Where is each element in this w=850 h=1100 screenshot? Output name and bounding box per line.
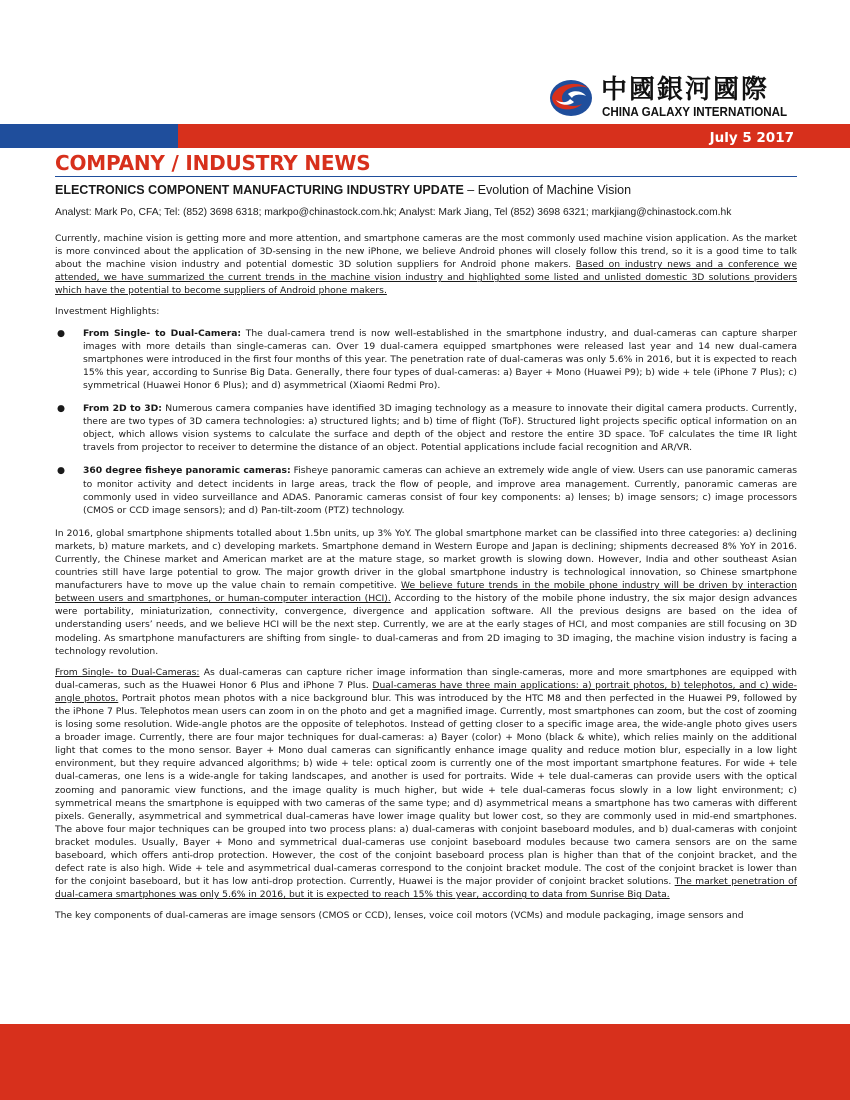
header-band-blue — [0, 124, 178, 148]
report-title — [55, 183, 797, 197]
highlights-label: Investment Highlights: — [55, 306, 160, 318]
report-title-bold: ELECTRONICS COMPONENT MANUFACTURING INDUSTRY UPDATE — [55, 183, 464, 197]
report-title-rest: – Evolution of Machine Vision — [463, 183, 632, 197]
market-underlined-text: We believe future trends in the mobile phone industry will be driven by interaction between users and smartphones, or human-computer interaction (HCI). — [55, 580, 797, 605]
list-item — [55, 402, 797, 454]
page-title: COMPANY / INDUSTRY NEWS — [55, 151, 371, 175]
intro-text: Currently, machine vision is getting more and more attention, and smartphone cameras are the most commonly used machine vision application. As the market is more convinced about the application of 3D-sensing in the new iPhone, we believe Android phones will closely follow this trend, so it is a good time to talk about the machine vision industry and potential domestic 3D solution suppliers for Android phone makers. — [55, 233, 797, 271]
report-date: July 5 2017 — [709, 130, 794, 146]
highlight-text: Numerous camera companies have identified 3D imaging technology as a measure to innovate their digital camera products. Currently, there are two types of 3D camera technologies: a) structured lights; and b) time of flight (ToF). Structured light projects specific optical information on an object, which allows vision systems to calculate the surface and depth of the object and restore the entire 3D space. ToF calculates the time IR light travels from projector to receiver to determine the distance of an object. Potential applications include facial recognition and AR/VR. — [83, 403, 797, 454]
dual-camera-text-2: Portrait photos mean photos with a nice background blur. This was introduced by the HTC M8 and then perfected in the Huawei P9, followed by the iPhone 7 Plus. Telephotos mean users can zoom in on the photo and get a magnified image. Currently, most smartphones can zoom, but the cost of zooming is losing some resolution. Wide-angle photos are the opposite of telephotos. Instead of getting closer to a specific image area, the wide-angle photo gives users a broader image. Currently, there are four major techniques for dual-cameras: a) Bayer (color) + Mono (black & white), which relies mainly on the additional light that comes to the mono sensor. Bayer + Mono dual cameras can significantly enhance image quality and reduce motion blur, especially in a low light environment, but they require advanced algorithms; b) wide + tele: optical zoom is currently one of the most important smartphone features. For wide + tele dual-cameras, one lens is a wide-angle for taking landscapes, and another is used for portraits. Wide + tele dual-cameras can provide users with the optical zooming and panoramic view functions, and the image quality is much higher, but wide + tele dual-cameras focus slowly in a low light environment; c) symmetrical means the smartphone is equipped with two cameras of the same type; and d) asymmetrical means a smartphone has two cameras with different pixels. Generally, asymmetrical and symmetrical dual-cameras have lower image quality but lower cost, so they are commonly used in mid-end smartphones. The above four major techniques can be grouped into two process plans: a) dual-cameras with conjoint baseboard modules, and b) dual-cameras with conjoint bracket modules. Usually, Bayer + Mono and symmetrical dual-cameras use conjoint baseboard modules because two camera sensors are on the same baseboard, which offers anti-drop protection. However, the cost of the conjoint baseboard process plan is higher than that of the conjoint bracket, and the defect rate is also high. Wide + tele and asymmetrical dual-cameras correspond to the conjoint bracket module. The cost of the conjoint bracket is lower than for the conjoint baseboard, but it has low anti-drop protection. Currently, Huawei is the major provider of conjoint bracket solutions. — [55, 692, 797, 888]
logo-chinese-text: 中國銀河國際 — [601, 75, 770, 105]
highlights-list — [55, 327, 797, 517]
list-item — [55, 464, 797, 516]
logo-english-text: CHINA GALAXY INTERNATIONAL — [602, 105, 788, 119]
intro-underlined-text: Based on industry news and a conference we attended, we have summarized the current trends in the machine vision industry and highlighted some listed and unlisted domestic 3D solutions providers which have the potential to become suppliers of Android phone makers. — [55, 259, 797, 297]
highlight-heading: 360 degree fisheye panoramic cameras: — [83, 465, 291, 477]
highlight-heading: From 2D to 3D: — [83, 403, 162, 415]
dual-camera-underlined-2: The market penetration of dual-camera smartphones was only 5.6% in 2016, but it is expected to reach 15% this year, according to data from Sunrise Big Data. — [55, 876, 797, 901]
intro-paragraph — [55, 232, 797, 297]
bullet-icon: ● — [57, 403, 66, 415]
market-text-1: In 2016, global smartphone shipments totalled about 1.5bn units, up 3% YoY. The global smartphone market can be classified into three categories: a) declining markets, b) mature markets, and c) developing markets. Smartphone demand in Western Europe and Japan is declining; shipments decreased 8% YoY in 2016. Currently, the Chinese market and American market are at the mature stage, so market growth is slowing down. However, India and other southeast Asian countries still have large potential to grow. The major growth driver in the global smartphone industry is technological innovation, so Chinese smartphone manufacturers have to move up the value chain to remain competitive. — [55, 527, 797, 592]
market-paragraph — [55, 527, 797, 658]
highlight-heading: From Single- to Dual-Camera: — [83, 327, 242, 339]
list-item — [55, 327, 797, 392]
market-text-2: According to the history of the mobile phone industry, the six major design advances were portability, miniaturization, connectivity, convergence, divergence and application software. All the previous designs are based on the idea of understanding users’ needs, and we believe HCI will be the next step. Currently, we are at the early stages of HCI, and most companies are still focusing on 3D modeling. As smartphone manufacturers are shifting from single- to dual-cameras and from 2D imaging to 3D imaging, the machine vision industry is facing a technology revolution. — [55, 593, 797, 657]
report-body — [55, 232, 797, 931]
company-logo — [548, 76, 798, 122]
title-divider — [55, 176, 797, 177]
highlight-text: Fisheye panoramic cameras can achieve an extremely wide angle of view. Users can use panoramic cameras to monitor activity and detect incidents in large areas, track the flow of people, and improve area management. Currently, panoramic cameras are commonly used in video surveillance and ADAS. Panoramic cameras consist of four key components: a) lenses; b) image sensors; c) image processors (CMOS or CCD image sensors); and d) Pan-tilt-zoom (PTZ) technology. — [83, 465, 797, 516]
bullet-icon: ● — [57, 465, 66, 477]
footer-band — [0, 1024, 850, 1100]
dual-camera-paragraph — [55, 666, 797, 902]
analyst-contacts: Analyst: Mark Po, CFA; Tel: (852) 3698 6318; markpo@chinastock.com.hk; Analyst: Mark Jiang, Tel (852) 3698 6321; markjiang@chinastock.com.hk — [55, 207, 732, 218]
galaxy-swirl-icon — [548, 78, 594, 118]
dual-camera-underlined-1: Dual-cameras have three main applications: a) portrait photos, b) telephotos, and c) wide-angle photos. — [55, 679, 797, 704]
bullet-icon: ● — [57, 327, 66, 339]
components-paragraph: The key components of dual-cameras are image sensors (CMOS or CCD), lenses, voice coil motors (VCMs) and module packaging, image sensors and — [55, 910, 744, 922]
dual-camera-text-1: As dual-cameras can capture richer image information than single-cameras, more and more smartphones are equipped with dual-cameras, such as the Huawei Honor 6 Plus and iPhone 7 Plus. — [55, 666, 797, 691]
highlight-text: The dual-camera trend is now well-established in the smartphone industry, and dual-cameras can capture sharper images with more details than single-cameras can. Over 19 dual-camera equipped smartphones were released last year and 14 new dual-camera smartphones were introduced in the first four months of this year. The penetration rate of dual-cameras was only 5.6% in 2016, but it is expected to reach 15% this year, according to Sunrise Big Data. Generally, there four types of dual-cameras: a) Bayer + Mono (Huawei P9); b) wide + tele (iPhone 7 Plus); c) symmetrical (Huawei Honor 6 Plus); and d) asymmetrical (Xiaomi Redmi Pro). — [83, 327, 797, 391]
dual-camera-heading: From Single- to Dual-Cameras: — [55, 666, 200, 678]
